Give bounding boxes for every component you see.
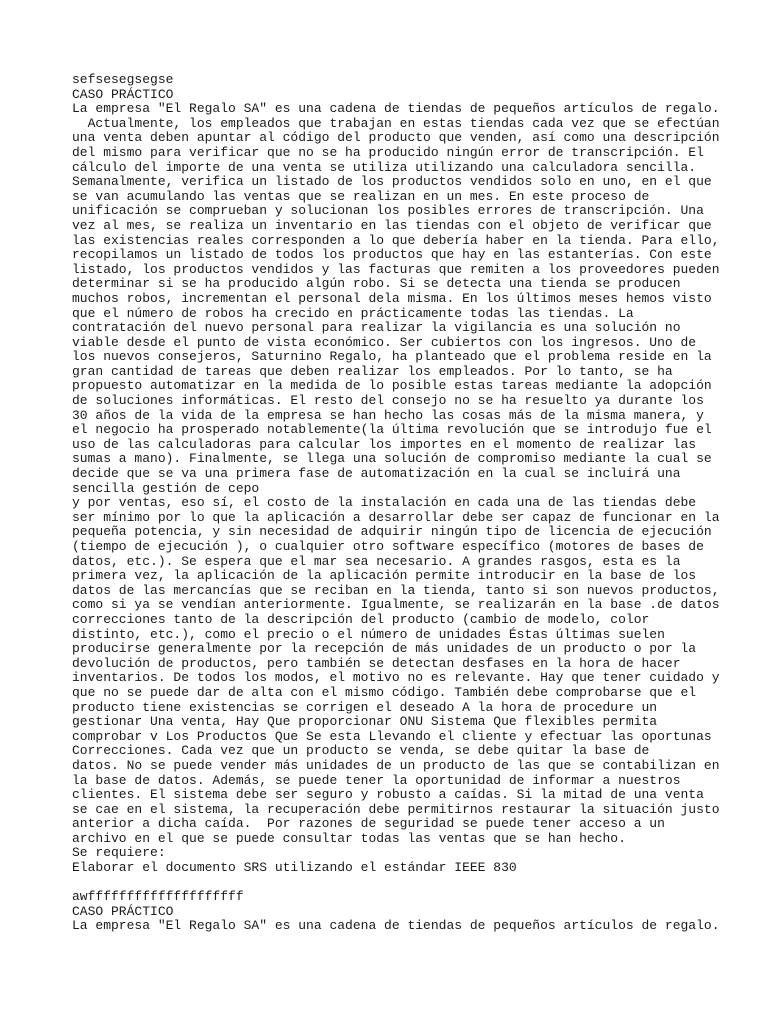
document-line: CASO PRÁCTICO <box>72 86 174 102</box>
document-line: las existencias reales corresponden a lo que debería haber en la tienda. Para ello, <box>72 232 720 248</box>
document-line: que el número de robos ha crecido en prácticamente todas las tiendas. La <box>72 305 634 321</box>
document-line: sefsesegsegse <box>72 72 174 87</box>
document-line: los nuevos consejeros, Saturnino Regalo, ha planteado que el problema reside en la <box>72 349 712 365</box>
document-line: cálculo del importe de una venta se utiliza utilizando una calculadora sencilla. <box>72 159 697 175</box>
document-line: recopilamos un listado de todos los productos que hay en las estanterías. Con este <box>72 247 712 263</box>
document-line: vez al mes, se realiza un inventario en las tiendas con el objeto de verificar que <box>72 217 712 233</box>
document-line: uso de las calculadoras para calcular los importes en el momento de realizar las <box>72 436 697 452</box>
document-line: La empresa "El Regalo SA" es una cadena de tiendas de pequeños artículos de regalo. <box>72 918 720 934</box>
document-line: Se requiere: <box>72 845 166 861</box>
document-body <box>72 72 720 934</box>
document-line: datos, etc.). Se espera que el mar sea necesario. A grandes rasgos, esta es la <box>72 553 681 569</box>
document-line: sencilla gestión de cepo <box>72 480 260 496</box>
document-line: datos de las mercancías que se reciban en la tienda, tanto si son nuevos productos, <box>72 582 720 598</box>
document-line: devolución de productos, pero también se detectan desfases en la hora de hacer <box>72 655 681 671</box>
document-line: que no se puede dar de alta con el mismo código. También debe comprobarse que el <box>72 684 697 700</box>
document-line: la base de datos. Además, se puede tener la oportunidad de informar a nuestros <box>72 772 681 788</box>
document-line: determinar si se ha producido algún robo. Si se detecta una tienda se producen <box>72 276 681 292</box>
document-line: gestionar Una venta, Hay Que proporcionar ONU Sistema Que flexibles permita <box>72 714 658 730</box>
document-line: anterior a dicha caída. Por razones de seguridad se puede tener acceso a un <box>72 816 665 832</box>
document-line: CASO PRÁCTICO <box>72 903 174 919</box>
document-line: y por ventas, eso sí, el costo de la instalación en cada una de las tiendas debe <box>72 495 697 511</box>
document-line: viable desde el punto de vista económico. Ser cubiertos con los ingresos. Uno de <box>72 334 697 350</box>
document-line <box>72 876 712 891</box>
document-line: Correcciones. Cada vez que un producto se venda, se debe quitar la base de <box>72 743 650 759</box>
document-line: ser mínimo por lo que la aplicación a desarrollar debe ser capaz de funcionar en la <box>72 509 720 525</box>
document-line: archivo en el que se puede consultar todas las ventas que se han hecho. <box>72 830 626 846</box>
document-line: inventarios. De todos los modos, el motivo no es relevante. Hay que tener cuidado y <box>72 670 720 686</box>
document-line: se van acumulando las ventas que se realizan en un mes. En este proceso de <box>72 188 650 204</box>
document-line: gran cantidad de tareas que deben realizar los empleados. Por lo tanto, se ha <box>72 363 673 379</box>
document-line: unificación se comprueban y solucionan los posibles errores de transcripción. Una <box>72 203 704 219</box>
document-line: muchos robos, incrementan el personal dela misma. En los últimos meses hemos visto <box>72 290 712 306</box>
document-line: 30 años de la vida de la empresa se han hecho las cosas más de la misma manera, y <box>72 407 704 423</box>
document-line: de soluciones informáticas. El resto del consejo no se ha resuelto ya durante los <box>72 393 704 409</box>
document-line: awffffffffffffffffffff <box>72 889 244 905</box>
document-line: pequeña potencia, y sin necesidad de adquirir ningún tipo de licencia de ejecución <box>72 524 712 540</box>
document-line: (tiempo de ejecución ), o cualquier otro software específico (motores de bases de <box>72 539 704 554</box>
document-line: producto tiene existencias se corrigen el deseado A la hora de procedure un <box>72 699 658 715</box>
document-line: del mismo para verificar que no se ha producido ningún error de transcripción. El <box>72 144 704 160</box>
document-line: se cae en el sistema, la recuperación debe permitirnos restaurar la situación justo <box>72 801 720 817</box>
document-line: el negocio ha prosperado notablemente(la última revolución que se introdujo fue el <box>72 422 712 438</box>
document-line: clientes. El sistema debe ser seguro y robusto a caídas. Si la mitad de una venta <box>72 787 704 803</box>
document-line: contratación del nuevo personal para realizar la vigilancia es una solución no <box>72 320 681 336</box>
document-line: como si ya se vendían anteriormente. Igualmente, se realizarán en la base .de datos <box>72 597 720 613</box>
document-line: decide que se va una primera fase de automatización en la cual se incluirá una <box>72 466 681 482</box>
document-line: primera vez, la aplicación de la aplicación permite introducir en la base de los <box>72 568 697 584</box>
document-line: Actualmente, los empleados que trabajan en estas tiendas cada vez que se efectúan <box>72 115 720 131</box>
document-line: Elaborar el documento SRS utilizando el estándar IEEE 830 <box>72 860 517 876</box>
document-line: Semanalmente, verifica un listado de los productos vendidos solo en uno, en el que <box>72 174 712 190</box>
document-line: comprobar v Los Productos Que Se esta Llevando el cliente y efectuar las oportunas <box>72 728 712 744</box>
document-line: propuesto automatizar en la medida de lo posible estas tareas mediante la adopción <box>72 378 712 394</box>
document-line: listado, los productos vendidos y las facturas que remiten a los proveedores pueden <box>72 261 720 277</box>
document-line: sumas a mano). Finalmente, se llega una solución de compromiso mediante la cual se <box>72 451 712 467</box>
document-line: distinto, etc.), como el precio o el número de unidades Éstas últimas suelen <box>72 626 665 642</box>
document-line: una venta deben apuntar al código del producto que venden, así como una descripción <box>72 130 720 146</box>
document-line: La empresa "El Regalo SA" es una cadena de tiendas de pequeños artículos de regalo. <box>72 101 720 117</box>
document-line: datos. No se puede vender más unidades de un producto de las que se contabilizan en <box>72 757 720 773</box>
document-line: correcciones tanto de la descripción del producto (cambio de modelo, color <box>72 611 650 627</box>
document-line: producirse generalmente por la recepción de más unidades de un producto o por la <box>72 641 697 657</box>
